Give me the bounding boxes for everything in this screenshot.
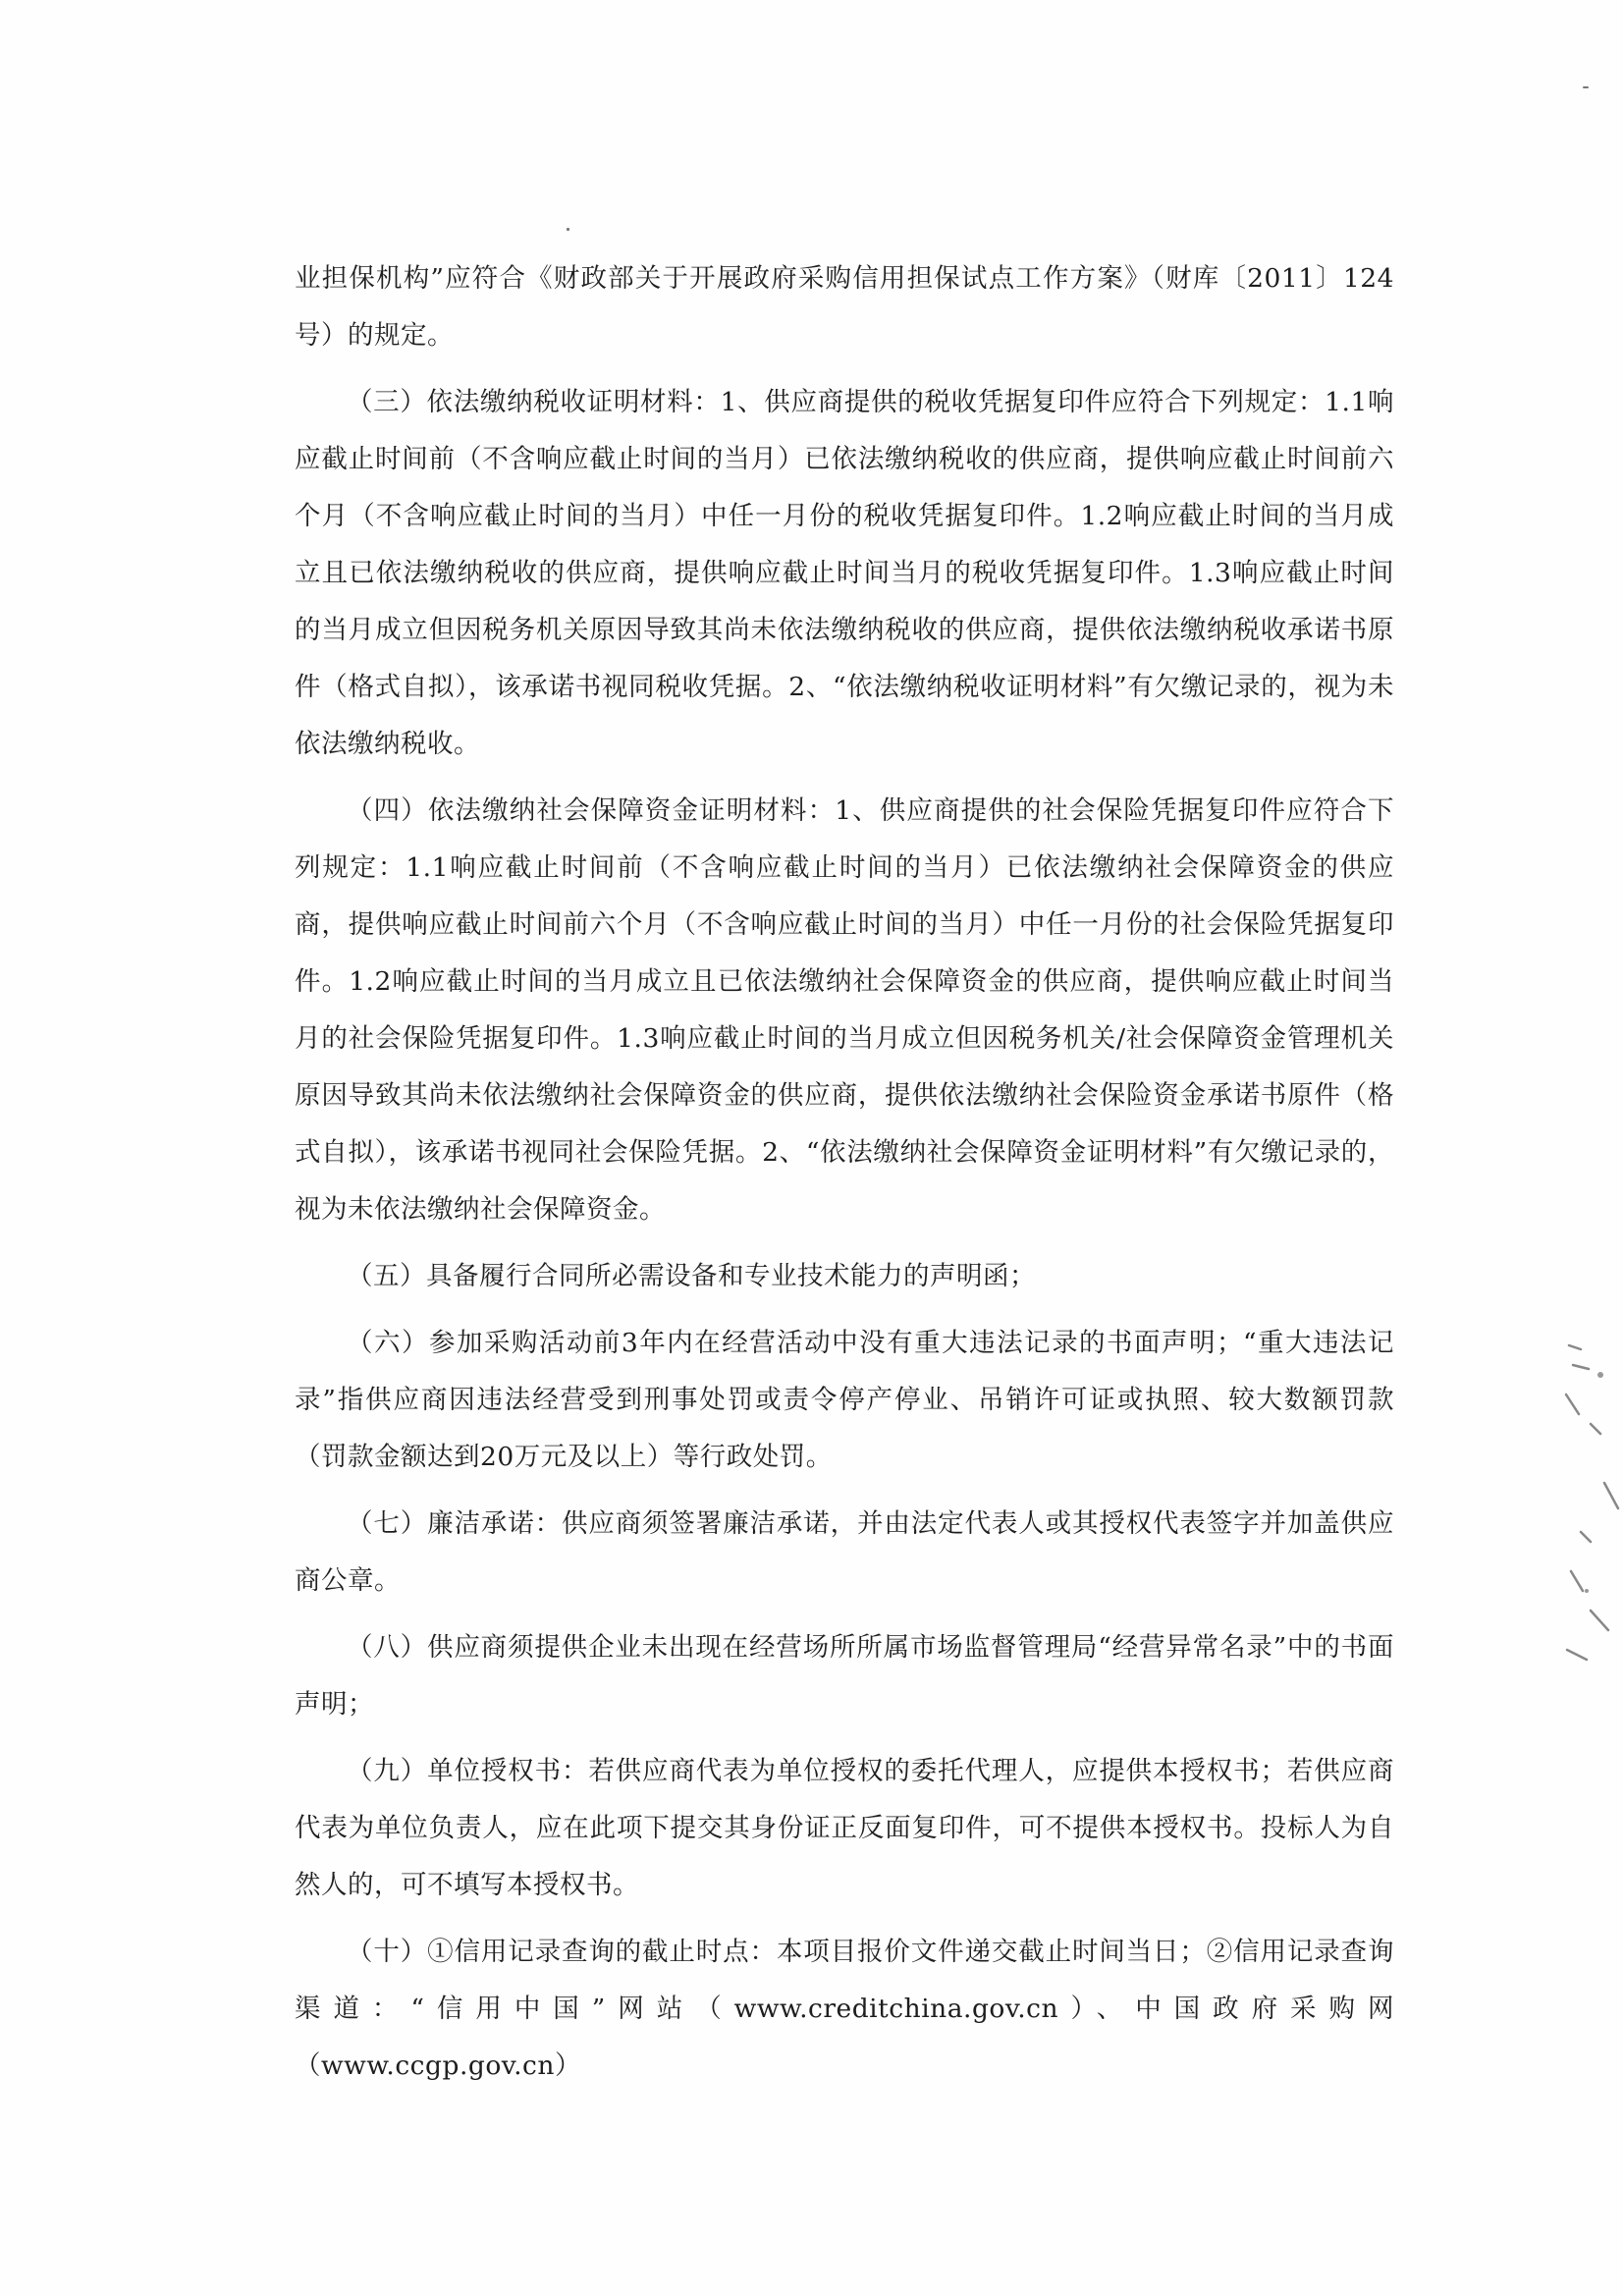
document-body bbox=[295, 250, 1394, 2105]
paragraph-guarantee-continued: 业担保机构”应符合《财政部关于开展政府采购信用担保试点工作方案》（财库〔2011〕124号）的规定。 bbox=[295, 263, 1394, 351]
scan-edge-marks bbox=[1561, 1336, 1623, 1689]
paragraph-authorization-letter: （九）单位授权书：若供应商代表为单位授权的委托代理人，应提供本授权书；若供应商代表为单位负责人，应在此项下提交其身份证正反面复印件，可不提供本授权书。投标人为自然人的，可不填写本授权书。 bbox=[295, 1756, 1394, 1900]
scan-speck bbox=[1583, 86, 1589, 88]
paragraph-equipment-declaration: （五）具备履行合同所必需设备和专业技术能力的声明函； bbox=[347, 1261, 1036, 1291]
paragraph-social-security-proof: （四）依法缴纳社会保障资金证明材料：1、供应商提供的社会保险凭据复印件应符合下列规定：1.1响应截止时间前（不含响应截止时间的当月）已依法缴纳社会保障资金的供应商，提供响应截止时间前六个月（不含响应截止时间的当月）中任一月份的社会保险凭据复印件。1.2响应截止时间的当月成立且已依法缴纳社会保障资金的供应商，提供响应截止时间当月的社会保险凭据复印件。1.3响应截止时间的当月成立但因税务机关/社会保障资金管理机关原因导致其尚未依法缴纳社会保障资金的供应商，提供依法缴纳社会保险资金承诺书原件（格式自拟），该承诺书视同社会保险凭据。2、“依法缴纳社会保障资金证明材料”有欠缴记录的，视为未依法缴纳社会保障资金。 bbox=[295, 795, 1394, 1225]
paragraph-integrity-commitment: （七）廉洁承诺：供应商须签署廉洁承诺，并由法定代表人或其授权代表签字并加盖供应商公章。 bbox=[295, 1508, 1394, 1596]
paragraph-abnormal-list-declaration: （八）供应商须提供企业未出现在经营场所所属市场监督管理局“经营异常名录”中的书面声明； bbox=[295, 1632, 1394, 1720]
scan-speck bbox=[567, 228, 569, 231]
paragraph-credit-record-query: （十）①信用记录查询的截止时点：本项目报价文件递交截止时间当日；②信用记录查询渠道：“信用中国”网站（www.creditchina.gov.cn）、中国政府采购网（www.ccgp.gov.cn） bbox=[295, 1937, 1394, 2081]
paragraph-no-violation-declaration: （六）参加采购活动前3年内在经营活动中没有重大违法记录的书面声明；“重大违法记录”指供应商因违法经营受到刑事处罚或责令停产停业、吊销许可证或执照、较大数额罚款（罚款金额达到20万元及以上）等行政处罚。 bbox=[295, 1328, 1394, 1472]
paragraph-tax-proof: （三）依法缴纳税收证明材料：1、供应商提供的税收凭据复印件应符合下列规定：1.1响应截止时间前（不含响应截止时间的当月）已依法缴纳税收的供应商，提供响应截止时间前六个月（不含响应截止时间的当月）中任一月份的税收凭据复印件。1.2响应截止时间的当月成立且已依法缴纳税收的供应商，提供响应截止时间当月的税收凭据复印件。1.3响应截止时间的当月成立但因税务机关原因导致其尚未依法缴纳税收的供应商，提供依法缴纳税收承诺书原件（格式自拟），该承诺书视同税收凭据。2、“依法缴纳税收证明材料”有欠缴记录的，视为未依法缴纳税收。 bbox=[295, 387, 1394, 759]
